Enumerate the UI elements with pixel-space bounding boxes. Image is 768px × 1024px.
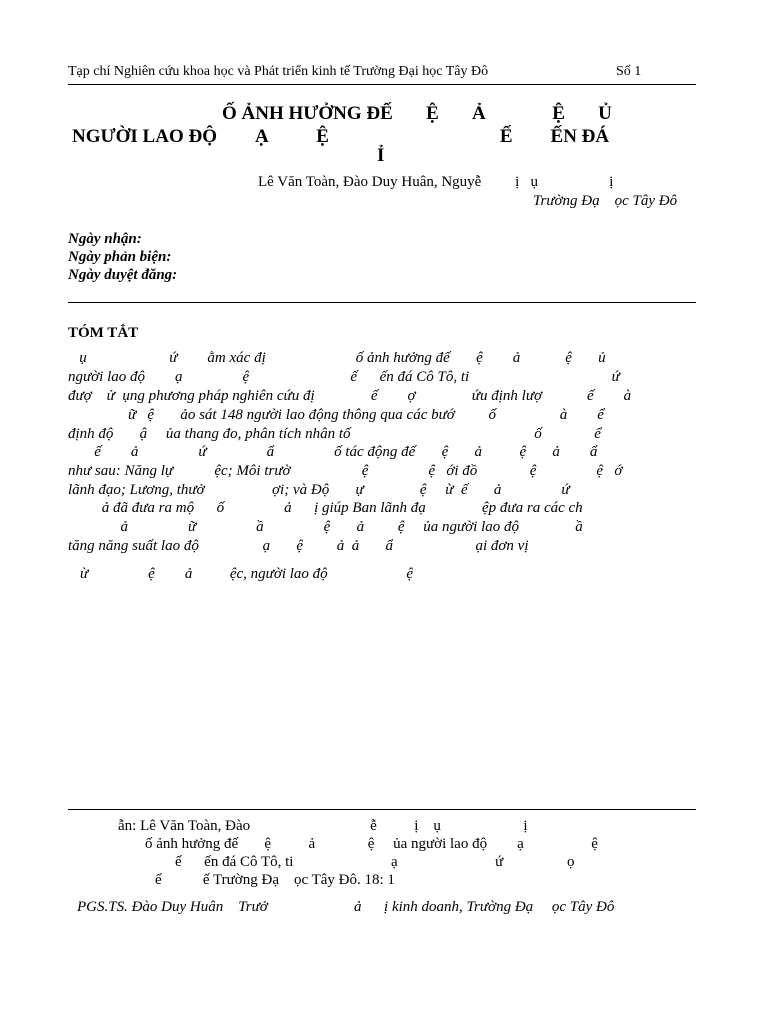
- abstract-line: như sau: Năng lự ệc; Môi trườ ệ ệ ới đồ ệ ệ ớ: [68, 463, 623, 479]
- citation-line-3: ế ến đá Cô Tô, ti ạ ứ ọ: [175, 854, 575, 870]
- title-line-1: Ố ẢNH HƯỞNG ĐẾ Ệ Ả Ệ Ủ: [222, 103, 612, 124]
- abstract-line: ữ ệ ảo sát 148 người lao động thông qua các bướ ố à ể: [68, 407, 604, 423]
- author-list: Lê Văn Toàn, Đào Duy Huân, Nguyễ ị ụ ị: [258, 174, 614, 190]
- footnote-rule: [68, 809, 696, 810]
- abstract-line: ả ữ ầ ệ ả ệ ủa người lao độ ầ: [68, 519, 583, 535]
- abstract-line: đượ ử ụng phương pháp nghiên cứu đị ế ợ ứu định lượ ế à: [68, 388, 632, 404]
- author-footnote: PGS.TS. Đào Duy Huân Trưở ả ị kinh doanh, Trường Đạ ọc Tây Đô: [77, 899, 615, 915]
- affiliation: Trường Đạ ọc Tây Đô: [533, 193, 678, 209]
- citation-line-1: ẫn: Lê Văn Toàn, Đào ễ ị ụ ị: [118, 818, 528, 834]
- title-line-2: NGƯỜI LAO ĐỘ Ạ Ệ Ế ẾN ĐÁ: [72, 126, 610, 147]
- abstract-line: lãnh đạo; Lương, thưở ợi; và Độ ự ệ ừ ế ả ứ: [68, 482, 570, 498]
- abstract-line: ế ả ứ ẩ ố tác động đế ệ ả ệ ả ẩ: [68, 444, 598, 460]
- date-accepted: Ngày duyệt đăng:: [68, 267, 178, 283]
- issue-number: Số 1: [616, 64, 642, 79]
- date-received: Ngày nhận:: [68, 231, 142, 247]
- journal-name: Tạp chí Nghiên cứu khoa học và Phát triển kinh tế Trường Đại học Tây Đô: [68, 64, 489, 79]
- citation-line-4: ế ế Trường Đạ ọc Tây Đô. 18: 1: [155, 872, 395, 888]
- title-line-3: Ỉ: [377, 145, 385, 166]
- date-reviewed: Ngày phản biện:: [68, 249, 172, 265]
- header-rule: [68, 84, 696, 85]
- abstract-line: định độ ậ ủa thang đo, phân tích nhân tố ố ể: [68, 426, 601, 442]
- citation-line-2: ố ảnh hưởng đế ệ ả ệ ủa người lao độ ạ ệ: [145, 836, 598, 852]
- abstract-line: ả đã đưa ra mộ ố ả ị giúp Ban lãnh đạ ệp đưa ra các ch: [68, 500, 583, 516]
- keywords: ừ ệ ả ệc, người lao độ ệ: [80, 566, 414, 582]
- abstract-line: tăng năng suất lao độ ạ ệ ả ả ẩ ại đơn vị: [68, 538, 529, 554]
- section-rule-top: [68, 302, 696, 303]
- abstract-heading: TÓM TẮT: [68, 325, 139, 341]
- abstract-line: người lao độ ạ ệ ế ến đá Cô Tô, ti ứ: [68, 369, 620, 385]
- abstract-line: ụ ứ ằm xác đị ố ảnh hưởng đế ệ ả ệ ủ: [68, 350, 606, 366]
